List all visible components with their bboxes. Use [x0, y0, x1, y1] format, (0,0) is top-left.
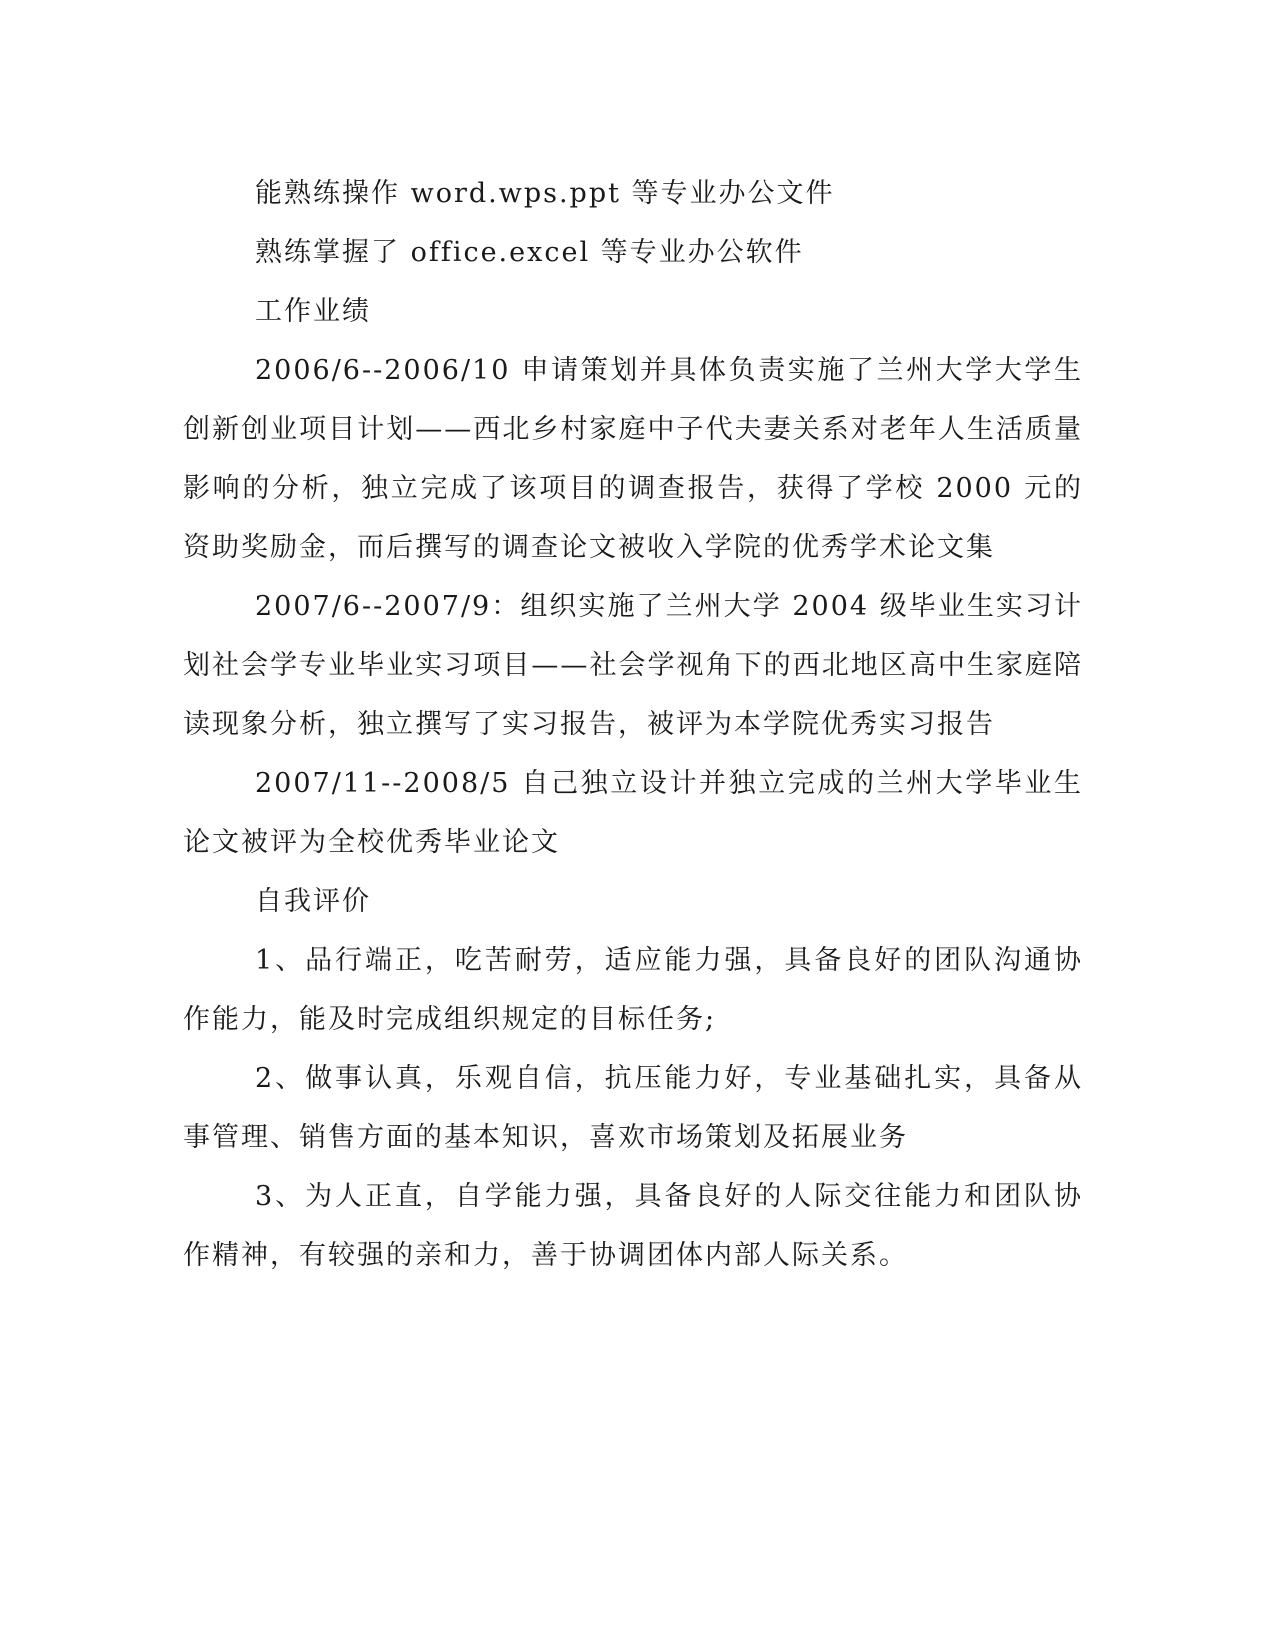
skill-office-excel: 熟练掌握了 office.excel 等专业办公软件 — [255, 237, 804, 268]
document-body — [183, 164, 1083, 1285]
self-evaluation-item-3: 3、为人正直，自学能力强，具备良好的人际交往能力和团队协作精神，有较强的亲和力，善于协调团体内部人际关系。 — [183, 1181, 1083, 1271]
achievement-innovation-project: 2006/6--2006/10 申请策划并具体负责实施了兰州大学大学生创新创业项目计划——西北乡村家庭中子代夫妻关系对老年人生活质量影响的分析，独立完成了该项目的调查报告，获得了学校 2000 元的资助奖励金，而后撰写的调查论文被收入学院的优秀学术论文集 — [183, 355, 1083, 563]
achievement-graduation-thesis: 2007/11--2008/5 自己独立设计并独立完成的兰州大学毕业生论文被评为全校优秀毕业论文 — [183, 768, 1083, 858]
section-heading-self-evaluation: 自我评价 — [255, 886, 371, 917]
section-heading-work-achievements: 工作业绩 — [255, 296, 371, 327]
self-evaluation-item-1: 1、品行端正，吃苦耐劳，适应能力强，具备良好的团队沟通协作能力，能及时完成组织规定的目标任务; — [183, 945, 1083, 1035]
self-evaluation-item-2: 2、做事认真，乐观自信，抗压能力好，专业基础扎实，具备从事管理、销售方面的基本知识，喜欢市场策划及拓展业务 — [183, 1063, 1083, 1153]
skill-word-wps-ppt: 能熟练操作 word.wps.ppt 等专业办公文件 — [255, 178, 835, 209]
achievement-internship-project: 2007/6--2007/9：组织实施了兰州大学 2004 级毕业生实习计划社会学专业毕业实习项目——社会学视角下的西北地区高中生家庭陪读现象分析，独立撰写了实习报告，被评为本学院优秀实习报告 — [183, 591, 1083, 740]
